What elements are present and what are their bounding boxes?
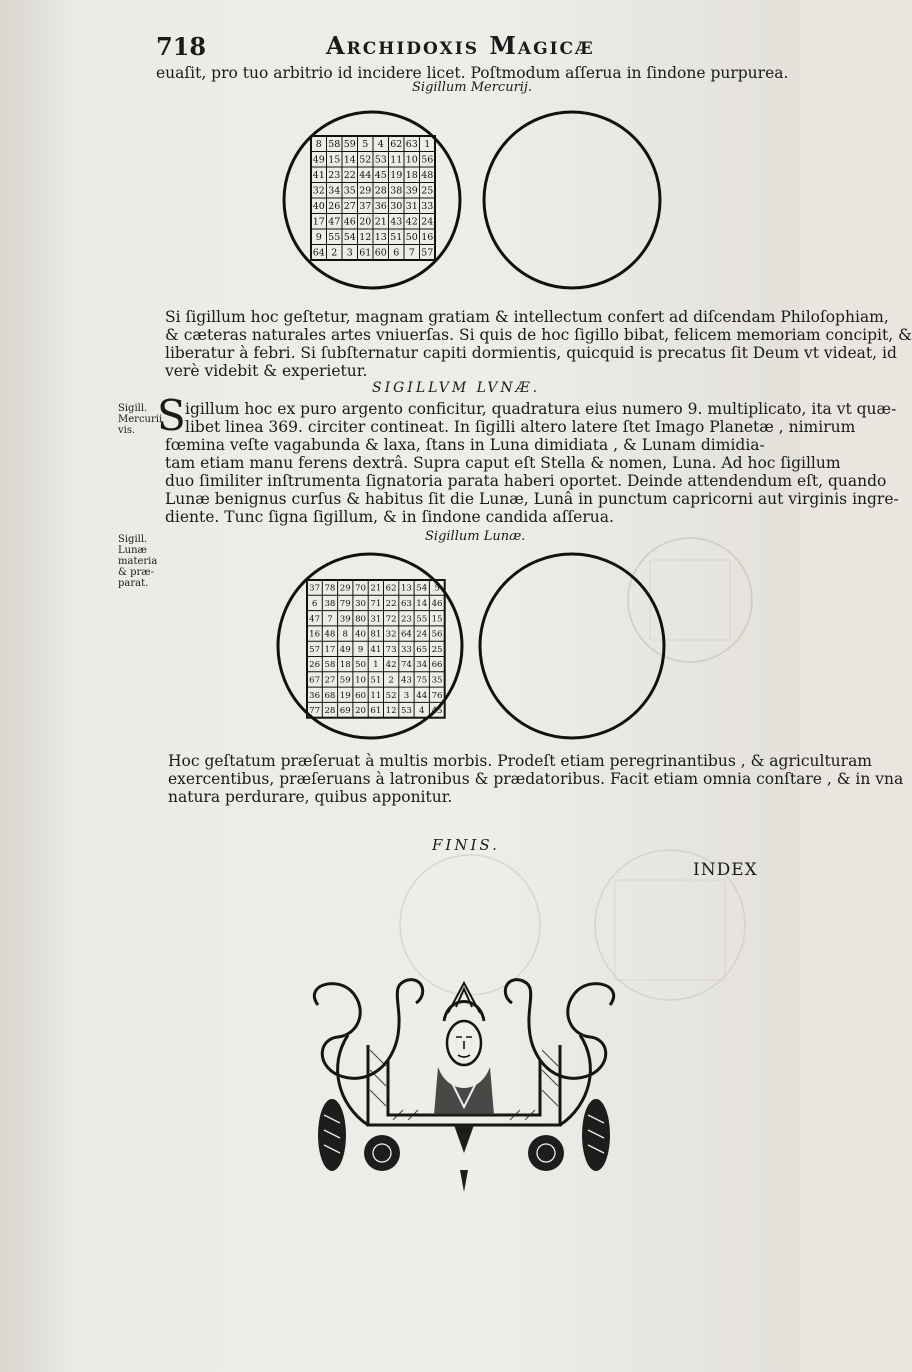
luna-square-cell: 79 bbox=[339, 599, 351, 610]
mercury-square-cell: 49 bbox=[312, 154, 325, 166]
mercury-square-cell: 9 bbox=[315, 232, 322, 244]
luna-square-cell: 76 bbox=[431, 690, 443, 701]
luna-square-cell: 39 bbox=[339, 614, 351, 625]
mercury-virtue-paragraph bbox=[165, 308, 912, 380]
luna-square-cell: 29 bbox=[339, 583, 351, 594]
luna-square-cell: 77 bbox=[309, 706, 321, 717]
mercury-square-cell: 5 bbox=[362, 139, 369, 151]
luna-square-cell: 52 bbox=[385, 690, 397, 701]
luna-square-cell: 67 bbox=[309, 675, 321, 686]
luna-virtue-paragraph bbox=[168, 752, 904, 806]
luna-square-cell: 30 bbox=[355, 599, 367, 610]
luna-square-cell: 10 bbox=[355, 675, 367, 686]
luna-square-cell: 59 bbox=[339, 675, 351, 686]
luna-square-cell: 31 bbox=[370, 614, 382, 625]
mercury-square-cell: 15 bbox=[328, 154, 341, 166]
mercury-square-cell: 34 bbox=[328, 185, 341, 197]
luna-square-cell: 32 bbox=[385, 629, 397, 640]
mercury-square-cell: 37 bbox=[359, 201, 372, 213]
luna-paragraph-top bbox=[185, 400, 897, 436]
luna-square-cell: 40 bbox=[355, 629, 367, 640]
luna-square-cell: 66 bbox=[431, 660, 443, 671]
luna-magic-square bbox=[307, 580, 445, 718]
luna-square-cell: 70 bbox=[355, 583, 367, 594]
mercury-square-cell: 26 bbox=[328, 201, 341, 213]
luna-square-cell: 75 bbox=[416, 675, 428, 686]
mercury-square-cell: 21 bbox=[374, 216, 387, 228]
luna-square-cell: 25 bbox=[431, 644, 443, 655]
mercury-square-cell: 62 bbox=[390, 139, 403, 151]
luna-square-cell: 71 bbox=[370, 599, 382, 610]
luna-square-cell: 54 bbox=[416, 583, 428, 594]
text-line: & cæteras naturales artes vniuerſas. Si quis de hoc ſigillo bibat, felicem memoriam concipit, & bbox=[165, 326, 912, 344]
luna-square-cell: 11 bbox=[370, 690, 382, 701]
text-line: natura perdurare, quibus apponitur. bbox=[168, 788, 453, 806]
mercury-square-cell: 36 bbox=[374, 201, 387, 213]
text-line: diente. Tunc ſigna ſigillum, & in ſindone candida aſſerua. bbox=[165, 508, 614, 526]
mercury-square-cell: 57 bbox=[421, 247, 434, 259]
text-line: tam etiam manu ferens dextrâ. Supra caput eſt Stella & nomen, Luna. Ad hoc ſigillum bbox=[165, 454, 841, 472]
luna-seal-back-circle bbox=[480, 554, 664, 738]
luna-square-cell: 13 bbox=[400, 583, 412, 594]
luna-square-cell: 38 bbox=[324, 599, 336, 610]
page-number: 718 bbox=[156, 32, 207, 61]
mercury-square-cell: 1 bbox=[424, 139, 431, 151]
mercury-square-cell: 31 bbox=[405, 201, 418, 213]
mercury-square-cell: 43 bbox=[390, 216, 403, 228]
luna-square-cell: 51 bbox=[370, 675, 382, 686]
luna-square-cell: 18 bbox=[339, 660, 351, 671]
luna-square-cell: 17 bbox=[324, 644, 336, 655]
running-title: Archidoxis Magicæ bbox=[326, 31, 595, 60]
mercury-square-cell: 22 bbox=[343, 170, 356, 182]
mercury-square-cell: 55 bbox=[328, 232, 341, 244]
luna-square-cell: 37 bbox=[309, 583, 321, 594]
luna-square-cell: 16 bbox=[309, 629, 321, 640]
mercury-seal-back-circle bbox=[484, 112, 660, 288]
mercury-square-cell: 6 bbox=[393, 247, 400, 259]
mercury-square-cell: 19 bbox=[390, 170, 403, 182]
mercury-square-cell: 2 bbox=[331, 247, 338, 259]
mercury-square-cell: 24 bbox=[421, 216, 434, 228]
mercury-square-cell: 27 bbox=[343, 201, 356, 213]
text-line: Hoc geſtatum præſeruat à multis morbis. Prodeſt etiam peregrinantibus , & agriculturam bbox=[168, 752, 873, 770]
mercury-square-cell: 29 bbox=[359, 185, 372, 197]
luna-square-cell: 7 bbox=[327, 614, 333, 625]
mercury-square-cell: 4 bbox=[377, 139, 384, 151]
mercury-square-cell: 38 bbox=[390, 185, 403, 197]
luna-square-cell: 20 bbox=[355, 706, 367, 717]
mercury-square-cell: 23 bbox=[328, 170, 341, 182]
luna-square-cell: 57 bbox=[309, 644, 321, 655]
mercury-square-cell: 25 bbox=[421, 185, 434, 197]
luna-square-cell: 33 bbox=[400, 644, 412, 655]
mercury-seal-figure bbox=[280, 106, 670, 296]
mercury-square-cell: 14 bbox=[343, 154, 356, 166]
luna-square-cell: 4 bbox=[419, 706, 425, 717]
luna-square-cell: 24 bbox=[416, 629, 428, 640]
mercury-square-cell: 52 bbox=[359, 154, 372, 166]
mercury-square-cell: 50 bbox=[405, 232, 418, 244]
mercury-square-cell: 61 bbox=[359, 247, 372, 259]
mercury-square-cell: 20 bbox=[359, 216, 372, 228]
mercury-square-cell: 64 bbox=[312, 247, 325, 259]
text-line: Lunæ benignus curſus & habitus ſit die Lunæ, Lunâ in punctum capricorni aut virginis ingre- bbox=[165, 490, 899, 508]
text-line: exercentibus, præſeruans à latronibus & prædatoribus. Facit etiam omnia conſtare , & in vna bbox=[168, 770, 904, 788]
grotesque-mask-woodcut-icon bbox=[298, 975, 630, 1205]
luna-square-cell: 41 bbox=[370, 644, 382, 655]
mercury-square-cell: 46 bbox=[343, 216, 356, 228]
text-line: libet linea 369. circiter contineat. In ſigilli altero latere ſtet Imago Planetæ , nimirum bbox=[185, 418, 856, 436]
luna-square-cell: 68 bbox=[324, 690, 336, 701]
mercury-square-cell: 42 bbox=[405, 216, 418, 228]
mercury-square-cell: 30 bbox=[390, 201, 403, 213]
luna-paragraph-rest bbox=[165, 436, 899, 526]
luna-square-cell: 69 bbox=[339, 706, 351, 717]
luna-square-cell: 47 bbox=[309, 614, 321, 625]
luna-square-cell: 21 bbox=[370, 583, 382, 594]
luna-square-cell: 62 bbox=[385, 583, 397, 594]
luna-square-cell: 43 bbox=[400, 675, 412, 686]
luna-square-cell: 22 bbox=[385, 599, 397, 610]
luna-square-cell: 6 bbox=[311, 599, 318, 610]
mercury-square-cell: 11 bbox=[390, 154, 403, 166]
catchword: INDEX bbox=[693, 860, 758, 880]
luna-square-cell: 46 bbox=[431, 599, 443, 610]
luna-square-cell: 56 bbox=[431, 629, 443, 640]
mercury-square-cell: 10 bbox=[405, 154, 418, 166]
luna-square-cell: 50 bbox=[355, 660, 367, 671]
mercury-square-cell: 3 bbox=[346, 247, 353, 259]
mercury-square-cell: 59 bbox=[343, 139, 356, 151]
luna-square-cell: 15 bbox=[431, 614, 443, 625]
luna-square-cell: 28 bbox=[324, 706, 336, 717]
luna-square-cell: 8 bbox=[342, 629, 348, 640]
mercury-square-cell: 41 bbox=[312, 170, 325, 182]
text-line: Si ſigillum hoc geſtetur, magnam gratiam & intellectum confert ad diſcendam Philoſophiam, bbox=[165, 308, 889, 326]
mercury-square-cell: 28 bbox=[374, 185, 387, 197]
text-line: duo ſimiliter inſtrumenta ſignatoria parata haberi oportet. Deinde attendendum eſt, quando bbox=[165, 472, 887, 490]
mercury-square-cell: 45 bbox=[374, 170, 387, 182]
intro-line: euaſit, pro tuo arbitrio id incidere licet. Poſtmodum aſſerua in ſindone purpurea. bbox=[156, 64, 789, 82]
text-line: verè videbit & experietur. bbox=[165, 362, 368, 380]
luna-square-cell: 1 bbox=[373, 660, 379, 671]
mercury-square-cell: 60 bbox=[374, 247, 387, 259]
luna-square-cell: 60 bbox=[355, 690, 367, 701]
luna-square-cell: 27 bbox=[324, 675, 336, 686]
luna-square-cell: 9 bbox=[357, 644, 364, 655]
luna-square-cell: 73 bbox=[385, 644, 397, 655]
luna-square-cell: 55 bbox=[416, 614, 428, 625]
luna-square-cell: 49 bbox=[339, 644, 351, 655]
mercury-square-cell: 54 bbox=[343, 232, 356, 244]
luna-square-cell: 72 bbox=[385, 614, 397, 625]
luna-square-cell: 42 bbox=[385, 660, 397, 671]
text-line: fœmina veſte vagabunda & laxa, ſtans in Luna dimidiata , & Lunam dimidia- bbox=[165, 436, 765, 454]
luna-square-cell: 35 bbox=[431, 675, 443, 686]
mercury-square-cell: 51 bbox=[390, 232, 403, 244]
luna-square-cell: 53 bbox=[400, 706, 412, 717]
margin-note-mercury: Sigill. Mercurii vis. bbox=[118, 403, 163, 436]
luna-square-cell: 78 bbox=[324, 583, 336, 594]
luna-square-cell: 61 bbox=[370, 706, 382, 717]
mercury-square-cell: 39 bbox=[405, 185, 418, 197]
luna-square-cell: 80 bbox=[355, 614, 367, 625]
luna-square-cell: 44 bbox=[416, 690, 428, 701]
luna-square-cell: 48 bbox=[324, 629, 336, 640]
luna-square-cell: 5 bbox=[434, 583, 440, 594]
luna-square-cell: 58 bbox=[324, 660, 336, 671]
luna-square-cell: 81 bbox=[370, 629, 382, 640]
luna-caption: Sigillum Lunæ. bbox=[425, 529, 526, 544]
mercury-square-cell: 35 bbox=[343, 185, 356, 197]
mercury-square-cell: 8 bbox=[315, 139, 322, 151]
mercury-square-cell: 53 bbox=[374, 154, 387, 166]
mercury-magic-square bbox=[311, 136, 435, 260]
luna-square-cell: 3 bbox=[403, 690, 410, 701]
mercury-square-cell: 48 bbox=[421, 170, 434, 182]
mercury-square-cell: 13 bbox=[374, 232, 387, 244]
mercury-square-cell: 12 bbox=[359, 232, 372, 244]
luna-square-cell: 64 bbox=[400, 629, 412, 640]
luna-seal-figure bbox=[276, 548, 672, 748]
mercury-square-cell: 33 bbox=[421, 201, 434, 213]
luna-square-cell: 63 bbox=[400, 599, 412, 610]
luna-square-cell: 36 bbox=[309, 690, 321, 701]
luna-square-cell: 12 bbox=[385, 706, 397, 717]
luna-square-cell: 26 bbox=[309, 660, 321, 671]
luna-square-cell: 34 bbox=[416, 660, 428, 671]
mercury-square-cell: 63 bbox=[405, 139, 418, 151]
luna-square-cell: 19 bbox=[339, 690, 351, 701]
mercury-square-cell: 18 bbox=[405, 170, 418, 182]
text-line: igillum hoc ex puro argento conficitur, quadratura eius numero 9. multiplicato, ita vt quæ- bbox=[185, 400, 897, 418]
mercury-square-cell: 7 bbox=[408, 247, 415, 259]
mercury-square-cell: 44 bbox=[359, 170, 372, 182]
luna-square-cell: 65 bbox=[416, 644, 428, 655]
luna-heading: SIGILLVM LVNÆ. bbox=[372, 380, 541, 396]
luna-square-cell: 2 bbox=[388, 675, 394, 686]
luna-square-cell: 45 bbox=[431, 706, 443, 717]
mercury-square-cell: 58 bbox=[328, 139, 341, 151]
mercury-square-cell: 56 bbox=[421, 154, 434, 166]
mercury-square-cell: 47 bbox=[328, 216, 341, 228]
mercury-square-cell: 17 bbox=[312, 216, 325, 228]
mercury-square-cell: 40 bbox=[312, 201, 325, 213]
finis-label: FINIS. bbox=[432, 836, 500, 854]
drop-cap: S bbox=[157, 391, 186, 440]
luna-square-cell: 74 bbox=[400, 660, 412, 671]
text-line: liberatur à febri. Si ſubſternatur capiti dormientis, quicquid is precatus ſit Deum vt videat, id bbox=[165, 344, 897, 362]
mercury-square-cell: 32 bbox=[312, 185, 325, 197]
margin-note-luna: Sigill. Lunæ materia & præ- parat. bbox=[118, 534, 158, 589]
mercury-caption: Sigillum Mercurij. bbox=[412, 80, 533, 95]
luna-square-cell: 14 bbox=[416, 599, 428, 610]
luna-square-cell: 23 bbox=[400, 614, 412, 625]
mercury-square-cell: 16 bbox=[421, 232, 434, 244]
